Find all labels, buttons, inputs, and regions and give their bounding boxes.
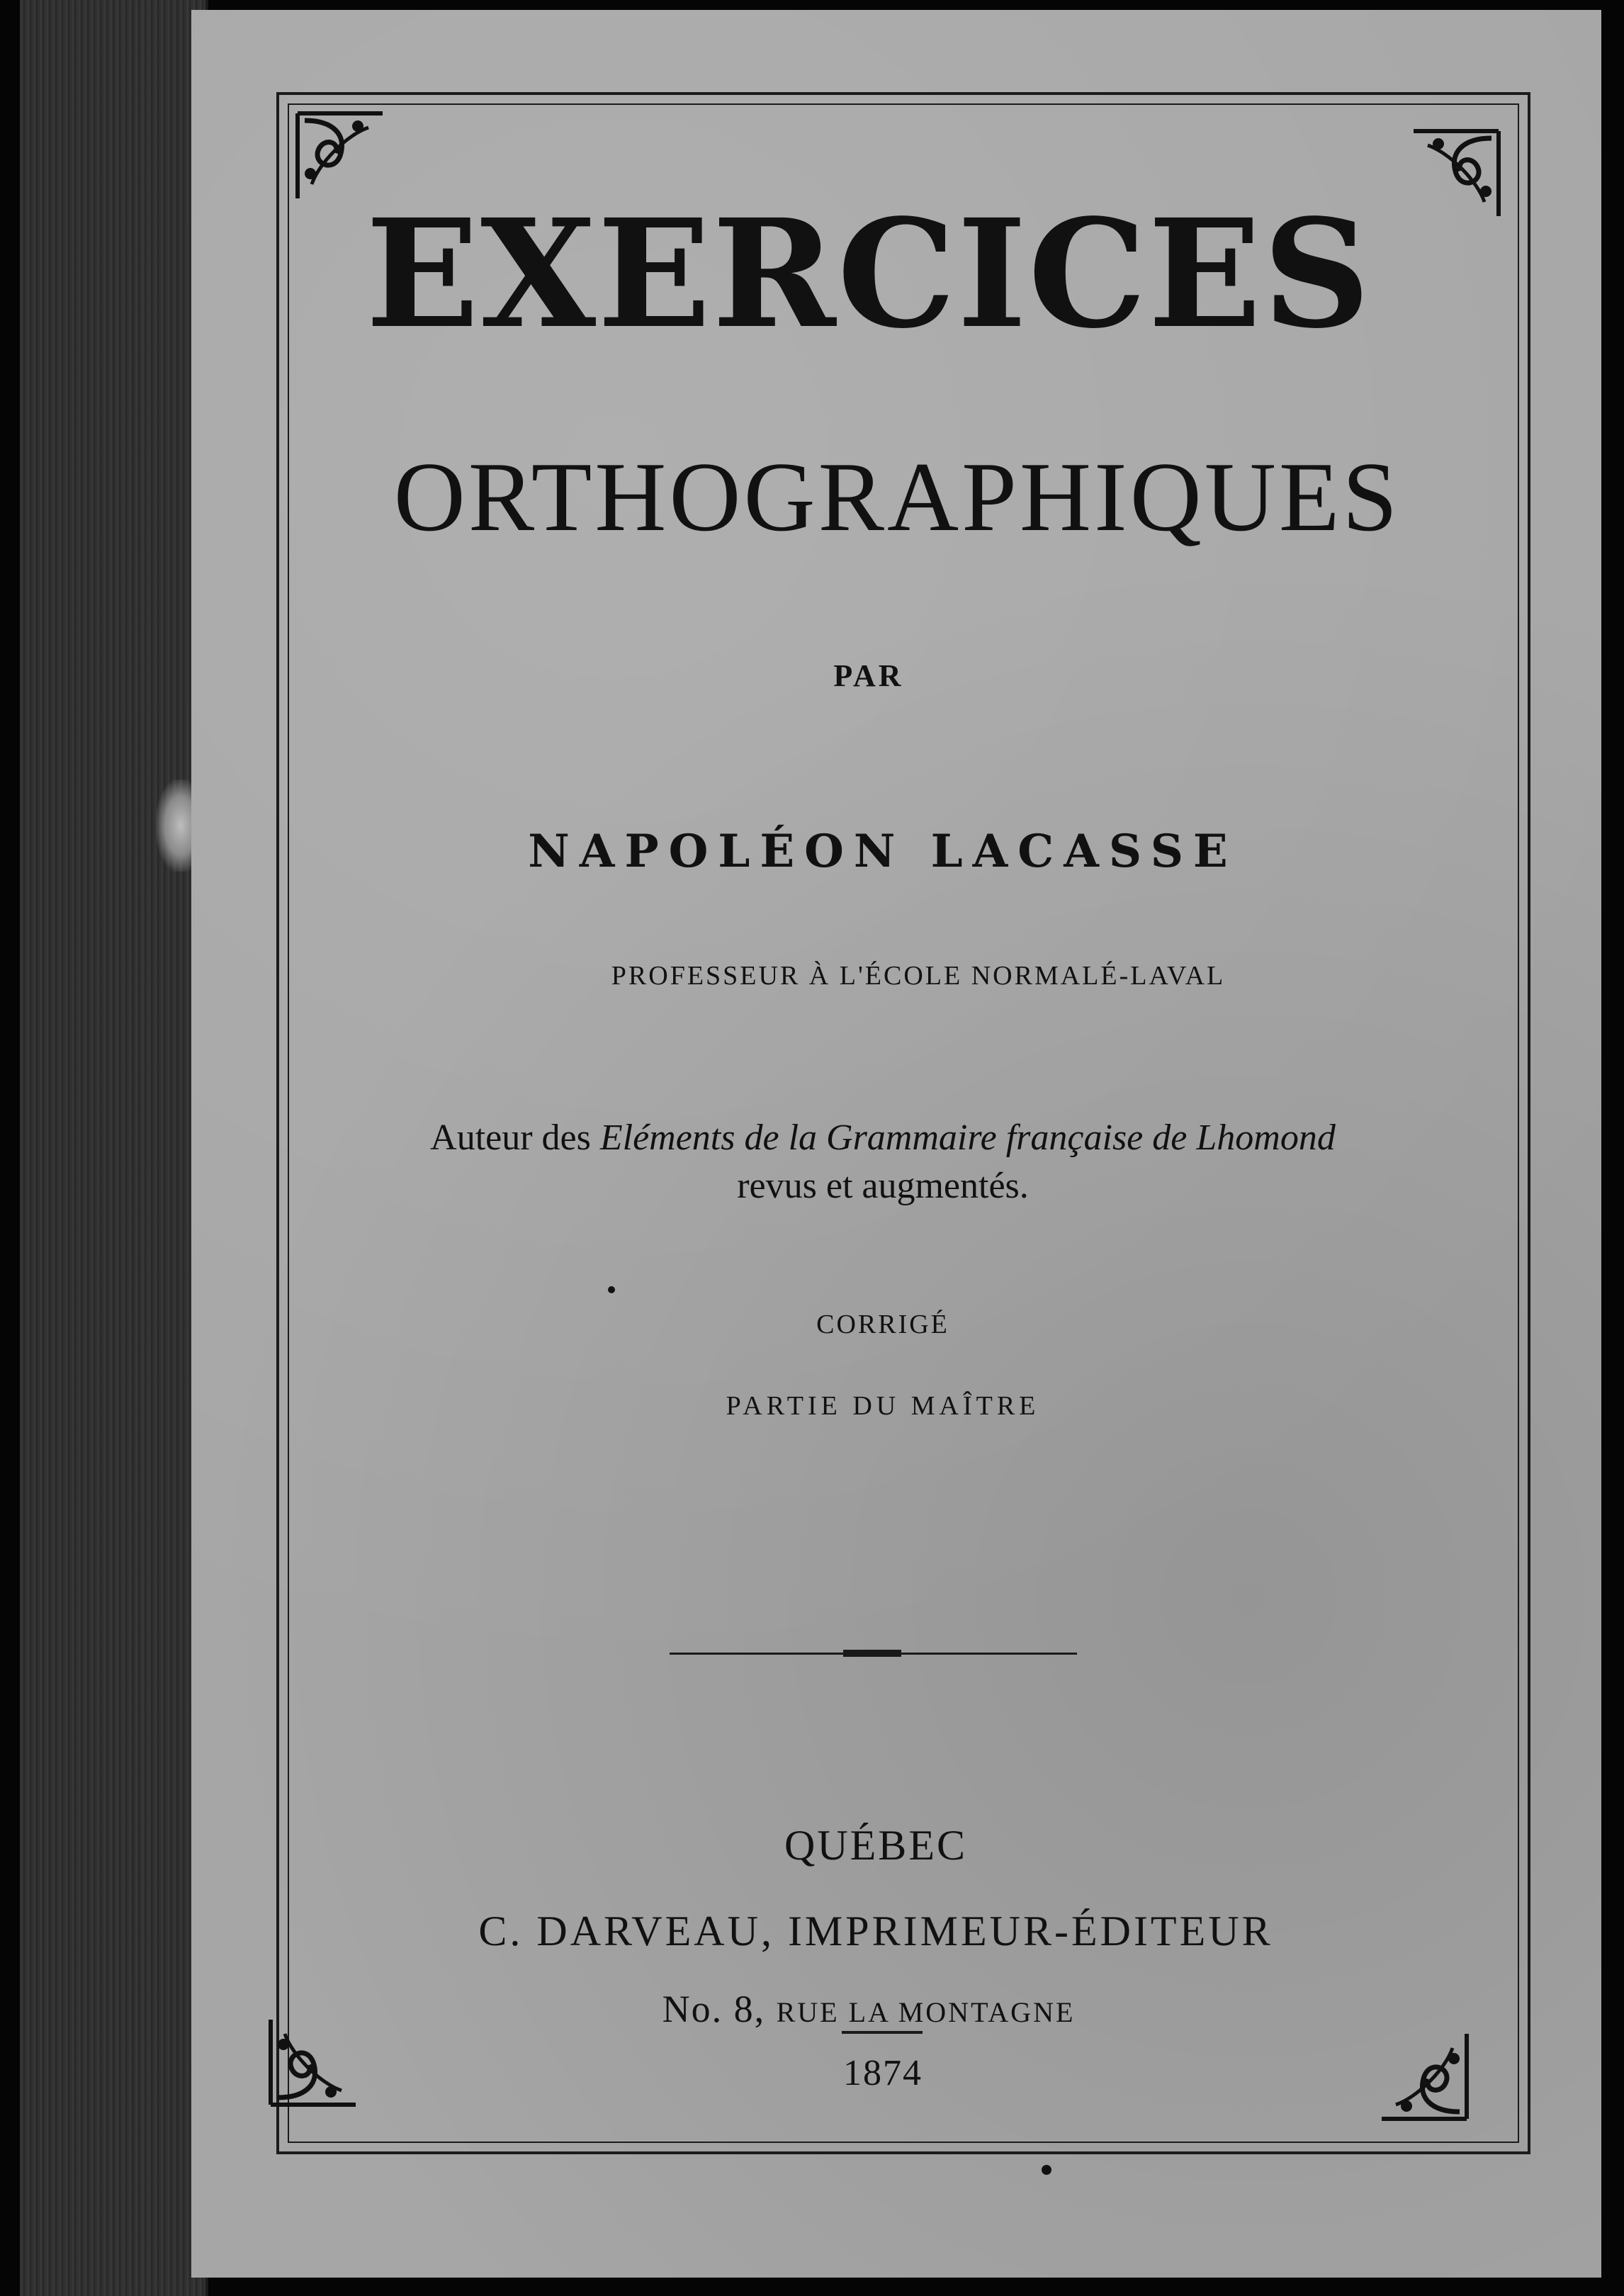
- edition-label: CORRIGÉ: [816, 1310, 949, 1339]
- author-profession: PROFESSEUR À L'ÉCOLE NORMALÉ-LAVAL: [611, 961, 1226, 991]
- address-number: No. 8,: [662, 1988, 766, 2030]
- address-street: RUE LA MONTAGNE: [776, 1996, 1076, 2028]
- author-credits: [71, 1120, 1624, 1157]
- book-subtitle: ORTHOGRAPHIQUES: [393, 442, 1401, 552]
- publication-city: QUÉBEC: [784, 1822, 967, 1869]
- book-title: EXERCICES: [366, 186, 1372, 361]
- publisher-name: C. DARVEAU, IMPRIMEUR-ÉDITEUR: [478, 1908, 1273, 1954]
- author-credits-suffix: revus et augmentés.: [737, 1166, 1029, 1206]
- scan-speck: [608, 1286, 615, 1293]
- publisher-address: [57, 1990, 1624, 2028]
- part-label: PARTIE DU MAÎTRE: [726, 1391, 1040, 1421]
- author-name: NAPOLÉON LACASSE: [528, 825, 1238, 878]
- by-label: PAR: [833, 658, 904, 693]
- publication-year: 1874: [843, 2053, 923, 2093]
- scan-speck: [1042, 2165, 1051, 2175]
- year-rule: [842, 2031, 923, 2034]
- author-credits-works: Eléments de la Grammaire française de Lhomond: [599, 1118, 1336, 1158]
- author-credits-prefix: Auteur des: [430, 1118, 591, 1158]
- decorative-divider-center: [843, 1650, 901, 1657]
